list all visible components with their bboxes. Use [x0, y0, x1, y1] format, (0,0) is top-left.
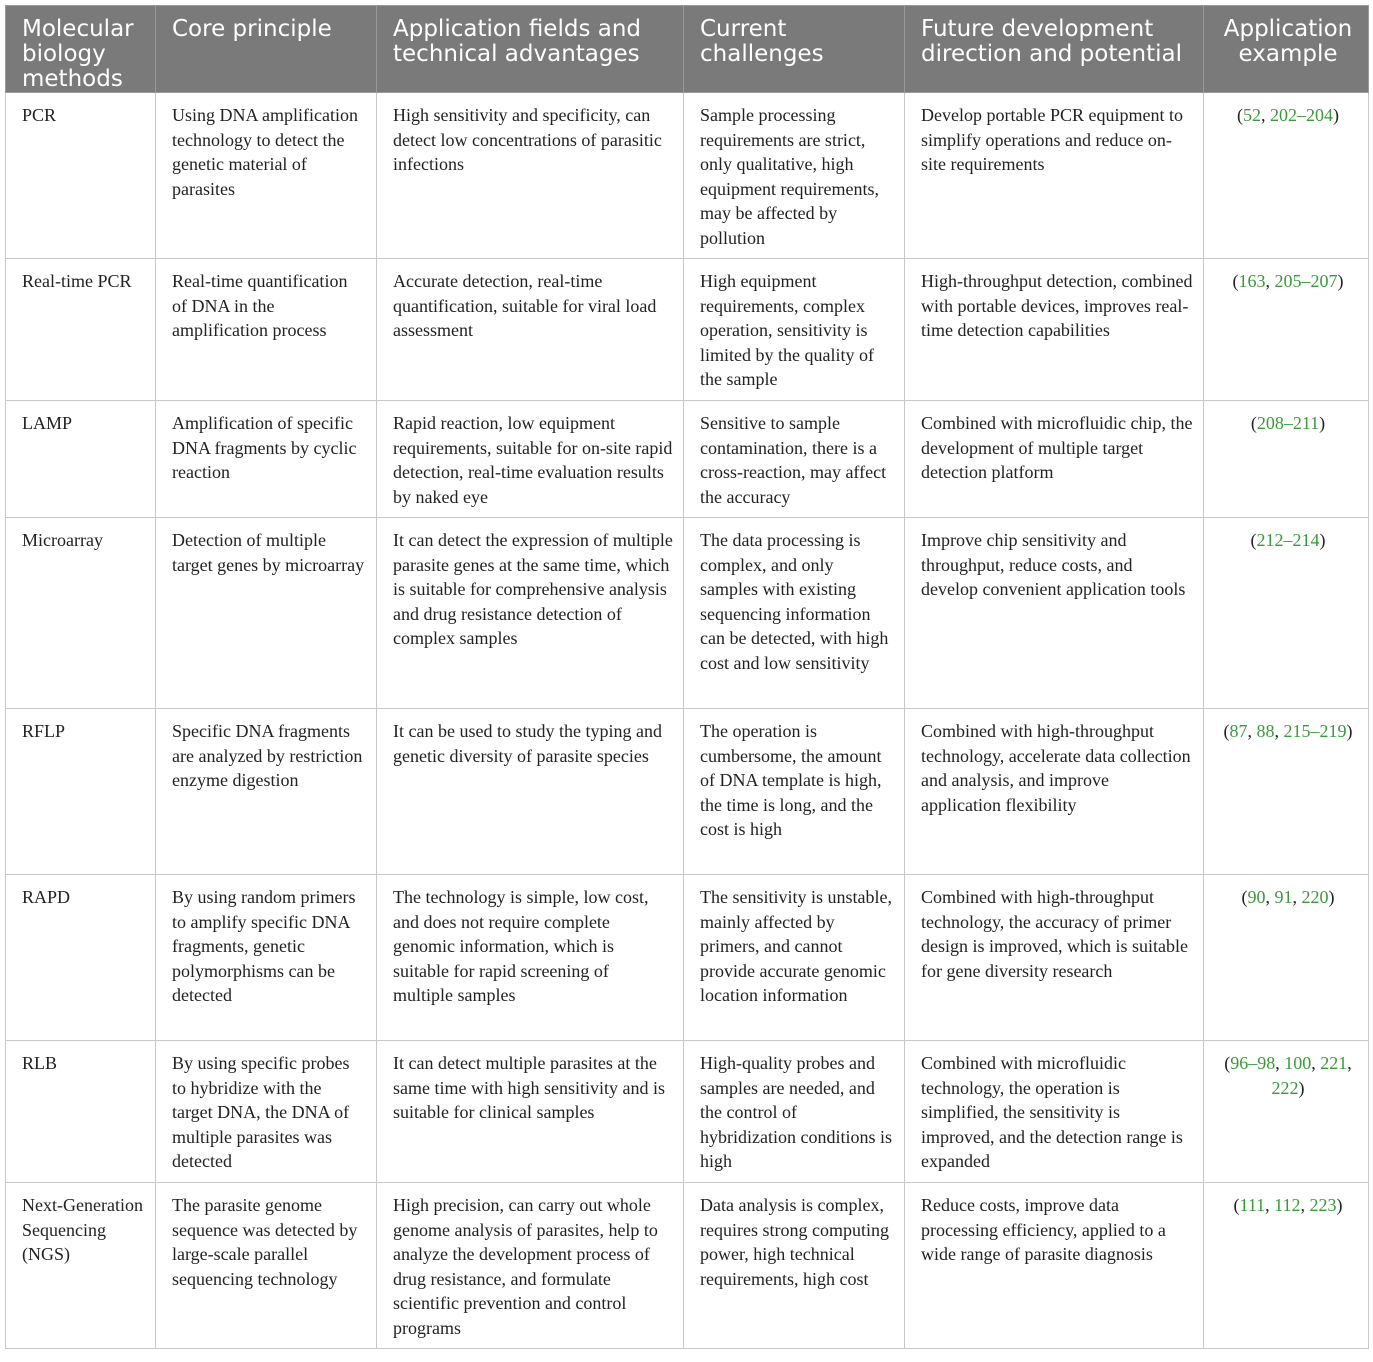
method-cell: PCR: [6, 93, 156, 259]
header-advantages: Application fields and technical advantages: [377, 6, 684, 93]
table-row: [6, 1041, 1369, 1183]
references-cell: [1204, 401, 1369, 518]
challenges-cell: High equipment requirements, complex operation, sensitivity is limited by the quality of the sample: [684, 259, 905, 401]
reference-link[interactable]: 221: [1320, 1053, 1348, 1073]
method-cell: Next-Generation Sequencing (NGS): [6, 1183, 156, 1349]
advantages-cell: Rapid reaction, low equipment requirements, suitable for on-site rapid detection, real-time evaluation results by naked eye: [377, 401, 684, 518]
references-cell: [1204, 518, 1369, 709]
advantages-cell: Accurate detection, real-time quantification, suitable for viral load assessment: [377, 259, 684, 401]
table-row: [6, 518, 1369, 709]
reference-punctuation: ,: [1274, 721, 1284, 741]
references-cell: [1204, 1183, 1369, 1349]
reference-link[interactable]: 202–204: [1270, 105, 1333, 125]
principle-cell: By using random primers to amplify specific DNA fragments, genetic polymorphisms can be detected: [156, 875, 377, 1041]
header-application-example: Application example: [1204, 6, 1369, 93]
references-cell: [1204, 709, 1369, 875]
method-cell: Real-time PCR: [6, 259, 156, 401]
reference-punctuation: ): [1319, 413, 1326, 433]
challenges-cell: The sensitivity is unstable, mainly affected by primers, and cannot provide accurate genomic location information: [684, 875, 905, 1041]
table-row: [6, 875, 1369, 1041]
reference-link[interactable]: 223: [1309, 1195, 1337, 1215]
method-cell: RFLP: [6, 709, 156, 875]
references-cell: [1204, 259, 1369, 401]
principle-cell: Detection of multiple target genes by microarray: [156, 518, 377, 709]
reference-punctuation: (: [1224, 1053, 1231, 1073]
future-cell: Improve chip sensitivity and throughput, reduce costs, and develop convenient application tools: [905, 518, 1204, 709]
reference-punctuation: ): [1333, 105, 1339, 125]
future-cell: Combined with microfluidic chip, the development of multiple target detection platform: [905, 401, 1204, 518]
reference-punctuation: (: [1232, 271, 1239, 291]
reference-link[interactable]: 222: [1271, 1077, 1299, 1098]
header-challenges: Current challenges: [684, 6, 905, 93]
reference-link[interactable]: 112: [1274, 1195, 1301, 1215]
reference-punctuation: ): [1337, 271, 1344, 291]
references-cell: [1204, 875, 1369, 1041]
reference-link[interactable]: 52: [1243, 105, 1261, 125]
reference-punctuation: ,: [1261, 105, 1270, 125]
reference-link[interactable]: 87: [1229, 721, 1248, 741]
table-row: [6, 259, 1369, 401]
challenges-cell: The operation is cumbersome, the amount of DNA template is high, the time is long, and the cost is high: [684, 709, 905, 875]
reference-punctuation: ,: [1275, 1053, 1285, 1073]
principle-cell: By using specific probes to hybridize with the target DNA, the DNA of multiple parasites was detected: [156, 1041, 377, 1183]
method-cell: RLB: [6, 1041, 156, 1183]
header-future: Future development direction and potential: [905, 6, 1204, 93]
future-cell: Combined with high-throughput technology, accelerate data collection and analysis, and improve application flexibility: [905, 709, 1204, 875]
reference-punctuation: (: [1250, 413, 1257, 433]
table-header: [6, 6, 1369, 93]
future-cell: High-throughput detection, combined with portable devices, improves real-time detection capabilities: [905, 259, 1204, 401]
reference-punctuation: (: [1241, 887, 1248, 907]
reference-punctuation: ,: [1265, 1195, 1275, 1215]
method-cell: LAMP: [6, 401, 156, 518]
table-row: [6, 709, 1369, 875]
reference-punctuation: ): [1328, 887, 1335, 907]
reference-link[interactable]: 111: [1239, 1195, 1266, 1215]
reference-punctuation: (: [1233, 1195, 1240, 1215]
future-cell: Combined with microfluidic technology, the operation is simplified, the sensitivity is improved, and the detection range is expanded: [905, 1041, 1204, 1183]
principle-cell: Amplification of specific DNA fragments by cyclic reaction: [156, 401, 377, 518]
table-row: [6, 93, 1369, 259]
reference-punctuation: ): [1298, 1077, 1305, 1098]
reference-punctuation: (: [1250, 530, 1257, 550]
reference-punctuation: ): [1319, 530, 1326, 550]
reference-punctuation: ,: [1347, 1053, 1352, 1073]
header-methods: Molecular biology methods: [6, 6, 156, 93]
reference-link[interactable]: 215–219: [1283, 721, 1347, 741]
advantages-cell: High sensitivity and specificity, can detect low concentrations of parasitic infections: [377, 93, 684, 259]
challenges-cell: The data processing is complex, and only samples with existing sequencing information can be detected, with high cost and low sensitivity: [684, 518, 905, 709]
advantages-cell: High precision, can carry out whole genome analysis of parasites, help to analyze the development process of drug resistance, and formulate scientific prevention and control programs: [377, 1183, 684, 1349]
reference-link[interactable]: 88: [1256, 721, 1275, 741]
table-row: [6, 1183, 1369, 1349]
reference-punctuation: ): [1336, 1195, 1343, 1215]
reference-link[interactable]: 91: [1274, 887, 1293, 907]
future-cell: Reduce costs, improve data processing efficiency, applied to a wide range of parasite diagnosis: [905, 1183, 1204, 1349]
principle-cell: The parasite genome sequence was detected by large-scale parallel sequencing technology: [156, 1183, 377, 1349]
principle-cell: Specific DNA fragments are analyzed by restriction enzyme digestion: [156, 709, 377, 875]
advantages-cell: It can be used to study the typing and genetic diversity of parasite species: [377, 709, 684, 875]
reference-punctuation: (: [1237, 105, 1243, 125]
reference-link[interactable]: 212–214: [1256, 530, 1320, 550]
reference-punctuation: ,: [1265, 271, 1275, 291]
reference-link[interactable]: 96–98: [1230, 1053, 1276, 1073]
reference-punctuation: ,: [1247, 721, 1257, 741]
advantages-cell: It can detect multiple parasites at the same time with high sensitivity and is suitable for clinical samples: [377, 1041, 684, 1183]
reference-punctuation: ,: [1311, 1053, 1321, 1073]
reference-punctuation: ,: [1292, 887, 1302, 907]
principle-cell: Real-time quantification of DNA in the amplification process: [156, 259, 377, 401]
references-cell: [1204, 93, 1369, 259]
future-cell: Combined with high-throughput technology, the accuracy of primer design is improved, which is suitable for gene diversity research: [905, 875, 1204, 1041]
reference-link[interactable]: 163: [1238, 271, 1266, 291]
reference-link[interactable]: 208–211: [1256, 413, 1320, 433]
reference-punctuation: (: [1223, 721, 1230, 741]
references-cell: [1204, 1041, 1369, 1183]
future-cell: Develop portable PCR equipment to simplify operations and reduce on-site requirements: [905, 93, 1204, 259]
reference-link[interactable]: 90: [1247, 887, 1266, 907]
table-body: [6, 93, 1369, 1349]
principle-cell: Using DNA amplification technology to detect the genetic material of parasites: [156, 93, 377, 259]
challenges-cell: High-quality probes and samples are needed, and the control of hybridization conditions is high: [684, 1041, 905, 1183]
methods-table: [5, 5, 1369, 1349]
challenges-cell: Sensitive to sample contamination, there is a cross-reaction, may affect the accuracy: [684, 401, 905, 518]
advantages-cell: It can detect the expression of multiple parasite genes at the same time, which is suitable for comprehensive analysis and drug resistance detection of complex samples: [377, 518, 684, 709]
reference-punctuation: ): [1346, 721, 1353, 741]
reference-link[interactable]: 100: [1284, 1053, 1312, 1073]
reference-link[interactable]: 205–207: [1274, 271, 1338, 291]
reference-link[interactable]: 220: [1301, 887, 1329, 907]
reference-punctuation: ,: [1300, 1195, 1310, 1215]
method-cell: Microarray: [6, 518, 156, 709]
header-core-principle: Core principle: [156, 6, 377, 93]
challenges-cell: Sample processing requirements are strict, only qualitative, high equipment requirements, may be affected by pollution: [684, 93, 905, 259]
method-cell: RAPD: [6, 875, 156, 1041]
advantages-cell: The technology is simple, low cost, and does not require complete genomic information, which is suitable for rapid screening of multiple samples: [377, 875, 684, 1041]
challenges-cell: Data analysis is complex, requires strong computing power, high technical requirements, high cost: [684, 1183, 905, 1349]
table-row: [6, 401, 1369, 518]
reference-punctuation: ,: [1265, 887, 1275, 907]
